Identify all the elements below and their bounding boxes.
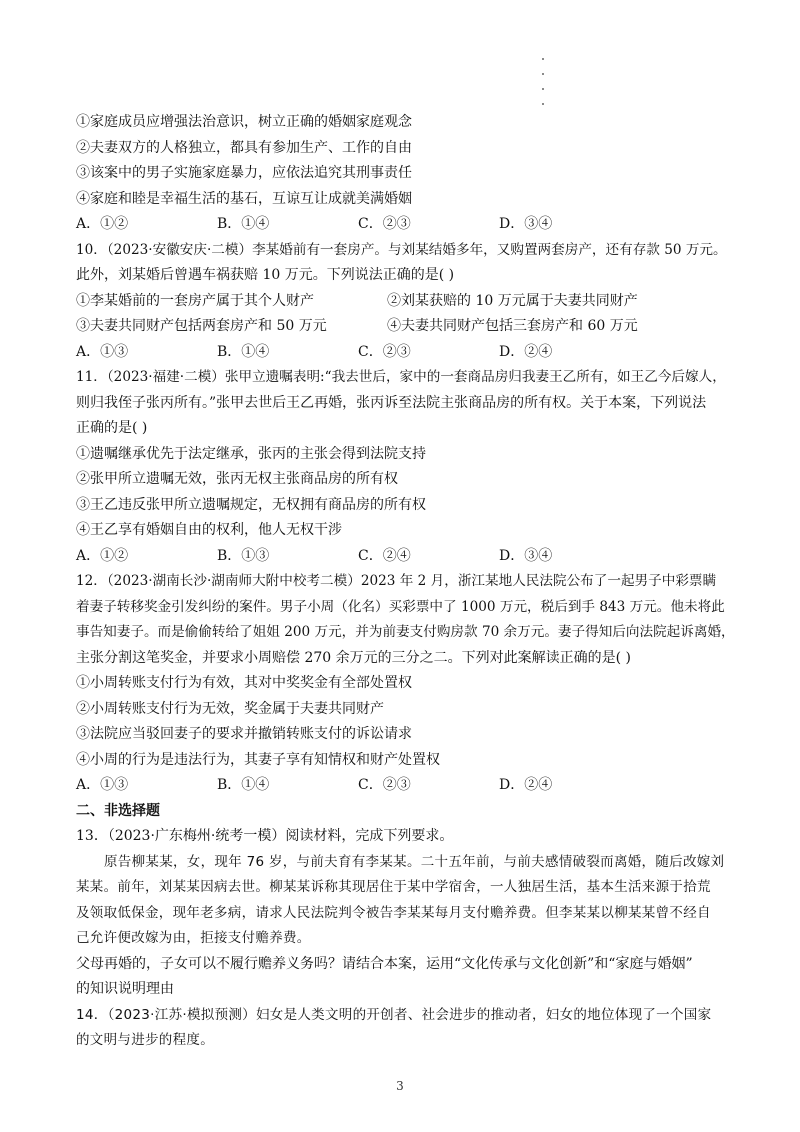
q9-option-a: A．①②: [76, 216, 129, 232]
q11-statement-2: ②张甲所立遗嘱无效，张丙无权主张商品房的所有权: [76, 471, 398, 487]
q10-statements-row-1: [76, 289, 736, 315]
page-content: [76, 110, 736, 1054]
q9-statement-1: ①家庭成员应增强法治意识，树立正确的婚姻家庭观念: [76, 114, 412, 130]
q13-material-line-1: 原告柳某某，女，现年 76 岁，与前夫育有李某某。二十五年前，与前夫感情破裂而离婚，随后改嫁刘: [104, 853, 725, 870]
q11-stem-line-3: 正确的是( ): [76, 420, 148, 436]
q12-stem-line-3: 事告知妻子。而是偷偷转给了姐姐 200 万元，并为前妻支付购房款 70 余万元。妻子得知后向法院起诉离婚，: [76, 624, 735, 640]
q13-material-line-3: 及领取低保金，现年老多病，请求人民法院判令被告李某某每月支付赡养费。但李某某以柳某某曾不经自: [76, 904, 711, 921]
q13-material-line-4: 己允许便改嫁为由，拒接支付赡养费。: [76, 930, 311, 946]
q11-statement-4: ④王乙享有婚姻自由的权利，他人无权干涉: [76, 522, 342, 538]
q10-statements-row-2: [76, 314, 736, 340]
q12-statement-3: ③法院应当驳回妻子的要求并撤销转账支付的诉讼请求: [76, 726, 412, 742]
q10-statement-2: ②刘某获赔的 10 万元属于夫妻共同财产: [387, 292, 638, 309]
q11-option-c: C．②④: [358, 547, 411, 564]
q10-options: [76, 340, 736, 366]
q12-option-b: B．①④: [217, 777, 270, 793]
q14-stem-line-1: 14．（2023·江苏·模拟预测）妇女是人类文明的开创者、社会进步的推动者，妇女的地位体现了一个国家: [76, 1006, 712, 1023]
q11-option-b: B．①③: [217, 547, 270, 564]
q9-options: [76, 212, 736, 238]
q13-material-line-2: 某某。前年，刘某某因病去世。柳某某诉称其现居住于某中学宿舍，一人独居生活，基本生活来源于拾荒: [76, 879, 711, 895]
dot: [542, 88, 544, 90]
q13-requirement-line-2: 的知识说明理由: [76, 981, 174, 997]
q11-option-a: A．①②: [76, 547, 129, 564]
q9-option-c: C．②③: [358, 216, 411, 232]
q10-option-c: C．②③: [358, 343, 411, 360]
q10-option-d: D．②④: [499, 343, 553, 360]
dot: [542, 103, 544, 105]
q11-stem-line-1: 11．（2023·福建·二模）张甲立遗嘱表明:“我去世后，家中的一套商品房归我妻王乙所有，如王乙今后嫁人，: [76, 369, 726, 385]
q10-option-b: B．①④: [217, 343, 270, 360]
q11-statement-1: ①遗嘱继承优先于法定继承，张丙的主张会得到法院支持: [76, 445, 426, 462]
q12-stem-line-4: 主张分割这笔奖金，并要求小周赔偿 270 余万元的三分之二。下列对此案解读正确的是( ): [76, 649, 631, 666]
q11-options: [76, 544, 736, 570]
q9-statement-4: ④家庭和睦是幸福生活的基石，互谅互让成就美满婚姻: [76, 190, 412, 207]
q10-stem-line-1: 10．（2023·安徽安庆·二模）李某婚前有一套房产。与刘某结婚多年，又购置两套房产，还有存款 50 万元。: [76, 241, 727, 258]
q12-option-c: C．②③: [358, 777, 411, 793]
q11-option-d: D．③④: [499, 547, 553, 564]
q9-option-d: D．③④: [499, 216, 553, 232]
q10-statement-3: ③夫妻共同财产包括两套房产和 50 万元: [76, 318, 327, 334]
q12-statement-1: ①小周转账支付行为有效，其对中奖奖金有全部处置权: [76, 675, 412, 691]
q12-option-d: D．②④: [499, 777, 553, 793]
q12-stem-line-1: 12．（2023·湖南长沙·湖南师大附中校考二模）2023 年 2 月，浙江某地人民法院公布了一起男子中彩票瞒: [76, 573, 717, 589]
q12-option-a: A．①③: [76, 777, 129, 793]
q13-stem: 13．（2023·广东梅州·统考一模）阅读材料，完成下列要求。: [76, 828, 454, 844]
q10-option-a: A．①③: [76, 343, 129, 360]
q9-option-b: B．①④: [217, 216, 270, 232]
q9-statement-2: ②夫妻双方的人格独立，都具有参加生产、工作的自由: [76, 139, 412, 156]
section-title: 二、非选择题: [76, 802, 160, 819]
dot: [542, 73, 544, 75]
q12-options: [76, 773, 736, 799]
q11-stem-line-2: 则归我侄子张丙所有。”张甲去世后王乙再婚，张丙诉至法院主张商品房的所有权。关于本案，下列说法: [76, 394, 707, 411]
q14-stem-line-2: 的文明与进步的程度。: [76, 1032, 214, 1048]
q10-stem-line-2: 此外，刘某婚后曾遇车祸获赔 10 万元。下列说法正确的是( ): [76, 267, 455, 283]
q12-stem-line-2: 着妻子转移奖金引发纠纷的案件。男子小周（化名）买彩票中了 1000 万元，税后到手 843 万元。他未将此: [76, 598, 725, 615]
q13-requirement-line-1: 父母再婚的，子女可以不履行赡养义务吗？请结合本案，运用“文化传承与文化创新”和“家庭与婚姻”: [76, 955, 693, 972]
q12-statement-2: ②小周转账支付行为无效，奖金属于夫妻共同财产: [76, 700, 384, 717]
page-number: 3: [396, 1079, 404, 1093]
dot: [542, 58, 544, 60]
corner-dots: [540, 58, 546, 118]
q11-statement-3: ③王乙违反张甲所立遗嘱规定，无权拥有商品房的所有权: [76, 496, 426, 513]
q9-statement-3: ③该案中的男子实施家庭暴力，应依法追究其刑事责任: [76, 165, 412, 181]
q10-statement-1: ①李某婚前的一套房产属于其个人财产: [76, 292, 314, 309]
q12-statement-4: ④小周的行为是违法行为，其妻子享有知情权和财产处置权: [76, 751, 440, 768]
q10-statement-4: ④夫妻共同财产包括三套房产和 60 万元: [387, 318, 638, 334]
